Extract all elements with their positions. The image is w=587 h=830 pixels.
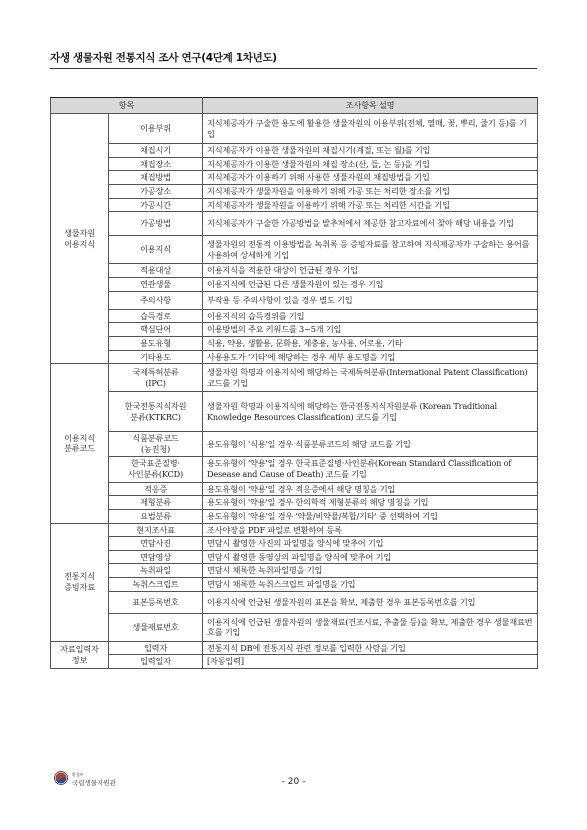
header-rule	[50, 68, 537, 69]
item-name-cell: 국제특허분류 (IPC)	[109, 364, 203, 392]
item-description-cell: 지식제공자가 생물자원을 이용하기 위해 가공 또는 처리한 장소를 기입	[203, 184, 538, 198]
table-row	[51, 509, 538, 523]
table-row	[51, 655, 538, 669]
group-name-cell: 전통지식 증빙자료	[51, 523, 109, 641]
table-row	[51, 323, 538, 337]
item-description-cell: [자동입력]	[203, 655, 538, 669]
group-name-cell: 생물자원 이용지식	[51, 114, 109, 364]
table-row	[51, 578, 538, 592]
item-name-cell: 면담영상	[109, 550, 203, 564]
item-name-cell: 요법분류	[109, 509, 203, 523]
group-name-cell: 자료입력자 정보	[51, 641, 109, 668]
table-row	[51, 591, 538, 613]
item-description-cell: 이용지식에 언급된 생물자원의 표본을 확보, 제출한 경우 표본등록번호를 기입	[203, 591, 538, 613]
item-description-cell: 이용지식에 언급된 생물자원의 생물재료(건조시료, 추출물 등)을 확보, 제출한 경우 생물재료번호를 기입	[203, 613, 538, 641]
table-row	[51, 496, 538, 510]
item-description-cell: 면담시 채록한 녹취파일명을 기입	[203, 564, 538, 578]
item-name-cell: 이용부위	[109, 114, 203, 144]
item-name-cell: 녹취파일	[109, 564, 203, 578]
item-name-cell: 기타용도	[109, 350, 203, 364]
table-row	[51, 456, 538, 482]
table-row	[51, 144, 538, 158]
item-name-cell: 식품분류코드 (농진청)	[109, 432, 203, 456]
item-description-cell: 용도유형이 '약용'일 경우 한의학적 제형분류의 해당 명칭을 기입	[203, 496, 538, 510]
group-name-cell: 이용지식 분류코드	[51, 364, 109, 523]
table-row	[51, 392, 538, 432]
item-name-cell: 주의사항	[109, 291, 203, 309]
table-row	[51, 114, 538, 144]
item-description-cell: 부작용 등 주의사항이 있을 경우 별도 기입	[203, 291, 538, 309]
item-name-cell: 이용지식	[109, 236, 203, 264]
item-description-cell: 이용방법의 주요 키워드를 3~5개 기입	[203, 323, 538, 337]
item-description-cell: 용도유형이 '약용'일 경우 적응증에서 해당 명칭을 기입	[203, 482, 538, 496]
table-row	[51, 641, 538, 655]
item-name-cell: 적응증	[109, 482, 203, 496]
page-header-title: 자생 생물자원 전통지식 조사 연구(4단계 1차년도)	[50, 52, 277, 64]
table-header-row	[51, 98, 538, 114]
item-description-cell: 면담시 촬영한 동영상의 파일명을 양식에 맞추어 기입	[203, 550, 538, 564]
item-description-cell: 이용지식을 적용한 대상이 언급된 경우 기입	[203, 264, 538, 278]
item-description-cell: 면담시 채록한 녹취스크립트 파일명을 기입	[203, 578, 538, 592]
table-row	[51, 291, 538, 309]
item-description-cell: 면담시 촬영한 사진의 파일명을 양식에 맞추어 기입	[203, 537, 538, 551]
item-description-cell: 지식제공자가 구술한 가공방법을 발추처에서 제공한 참고자료에서 찾아 해당 내용을 기입	[203, 212, 538, 236]
table-row	[51, 184, 538, 198]
item-description-cell: 지식제공자가 구술한 용도에 활용한 생물자원의 이용부위(전체, 열매, 꽃, 뿌리, 줄기 등)를 기입	[203, 114, 538, 144]
item-name-cell: 입력일자	[109, 655, 203, 669]
item-description-cell: 사용용도가 '기타'에 해당하는 경우 세부 용도명을 기입	[203, 350, 538, 364]
table-row	[51, 482, 538, 496]
table-row	[51, 364, 538, 392]
table-row	[51, 550, 538, 564]
item-description-cell: 용도유형이 '약용'일 경우 한국표준질병·사인분류(Korean Standard Classification of Desease and Cause of Death) 코드를 기입	[203, 456, 538, 482]
item-name-cell: 핵심단어	[109, 323, 203, 337]
item-name-cell: 입력자	[109, 641, 203, 655]
item-name-cell: 한국표준질병· 사인분류(KCD)	[109, 456, 203, 482]
table-body	[51, 114, 538, 669]
item-description-cell: 식용, 약용, 생활용, 문화용, 제충용, 농사용, 어로용, 기타	[203, 336, 538, 350]
survey-items-table	[50, 97, 538, 669]
column-header-description: 조사항목 설명	[203, 98, 538, 114]
item-description-cell: 이용지식의 습득경위를 기입	[203, 309, 538, 323]
item-name-cell: 연관생물	[109, 277, 203, 291]
table-row	[51, 613, 538, 641]
item-description-cell: 전통지식 DB에 전통지식 관련 정보를 입력한 사람을 기입	[203, 641, 538, 655]
item-name-cell: 제형분류	[109, 496, 203, 510]
page-number: - 20 -	[281, 777, 306, 787]
item-name-cell: 표본등록번호	[109, 591, 203, 613]
table-row	[51, 564, 538, 578]
item-description-cell: 생물자원 학명과 이용지식에 해당하는 국제특허분류(International Patent Classification) 코드를 기입	[203, 364, 538, 392]
footer-org-ministry: 환경부	[72, 772, 84, 777]
table-row	[51, 277, 538, 291]
item-name-cell: 습득경로	[109, 309, 203, 323]
item-name-cell: 적용대상	[109, 264, 203, 278]
table-row	[51, 523, 538, 537]
item-description-cell: 지식제공자가 이용하기 위해 사용한 생물자원의 채집방법을 기입	[203, 171, 538, 185]
table-row	[51, 432, 538, 456]
item-name-cell: 면담사진	[109, 537, 203, 551]
item-name-cell: 한국전통지식자원 분류(KTKRC)	[109, 392, 203, 432]
item-description-cell: 이용지식에 언급된 다른 생물자원이 있는 경우 기입	[203, 277, 538, 291]
item-name-cell: 가공시간	[109, 198, 203, 212]
item-name-cell: 용도유형	[109, 336, 203, 350]
item-description-cell: 용도유형이 '식용'일 경우 식품분류코드의 해당 코드를 기입	[203, 432, 538, 456]
item-name-cell: 가공장소	[109, 184, 203, 198]
table-row	[51, 336, 538, 350]
item-description-cell: 지식제공자가 생물자원을 이용하기 위해 가공 또는 처리한 시간을 기입	[203, 198, 538, 212]
item-description-cell: 생물자원 학명과 이용지식에 해당하는 한국전통지식자원분류 (Korean Traditional Knowledge Resources Classification) 코드를 기입	[203, 392, 538, 432]
item-description-cell: 지식제공자가 이용한 생물자원의 채집시기(계절, 또는 월)를 기입	[203, 144, 538, 158]
table-row	[51, 309, 538, 323]
table-row	[51, 212, 538, 236]
item-name-cell: 녹취스크립트	[109, 578, 203, 592]
column-header-item: 항목	[51, 98, 203, 114]
item-name-cell: 채집시기	[109, 144, 203, 158]
item-description-cell: 지식제공자가 이용한 생물자원의 채집 장소(산, 들, 논 등)을 기입	[203, 157, 538, 171]
table-row	[51, 350, 538, 364]
table-row	[51, 236, 538, 264]
item-name-cell: 가공방법	[109, 212, 203, 236]
table-row	[51, 537, 538, 551]
footer-org-name: 국립생물자원관	[72, 779, 116, 787]
table-row	[51, 157, 538, 171]
table-row	[51, 198, 538, 212]
item-name-cell: 채집방법	[109, 171, 203, 185]
item-name-cell: 채집장소	[109, 157, 203, 171]
item-description-cell: 용도유형이 '약용'일 경우 '약물/비약물/복합/기타' 중 선택하여 기입	[203, 509, 538, 523]
item-description-cell: 생물자원의 전통적 이용방법을 녹취록 등 증빙자료를 참고하여 지식제공자가 구술하는 용어를 사용하여 상세하게 기입	[203, 236, 538, 264]
table-row	[51, 171, 538, 185]
item-name-cell: 현지조사표	[109, 523, 203, 537]
table-row	[51, 264, 538, 278]
item-name-cell: 생물재료번호	[109, 613, 203, 641]
item-description-cell: 조사야장을 PDF 파일로 변환하여 등록	[203, 523, 538, 537]
